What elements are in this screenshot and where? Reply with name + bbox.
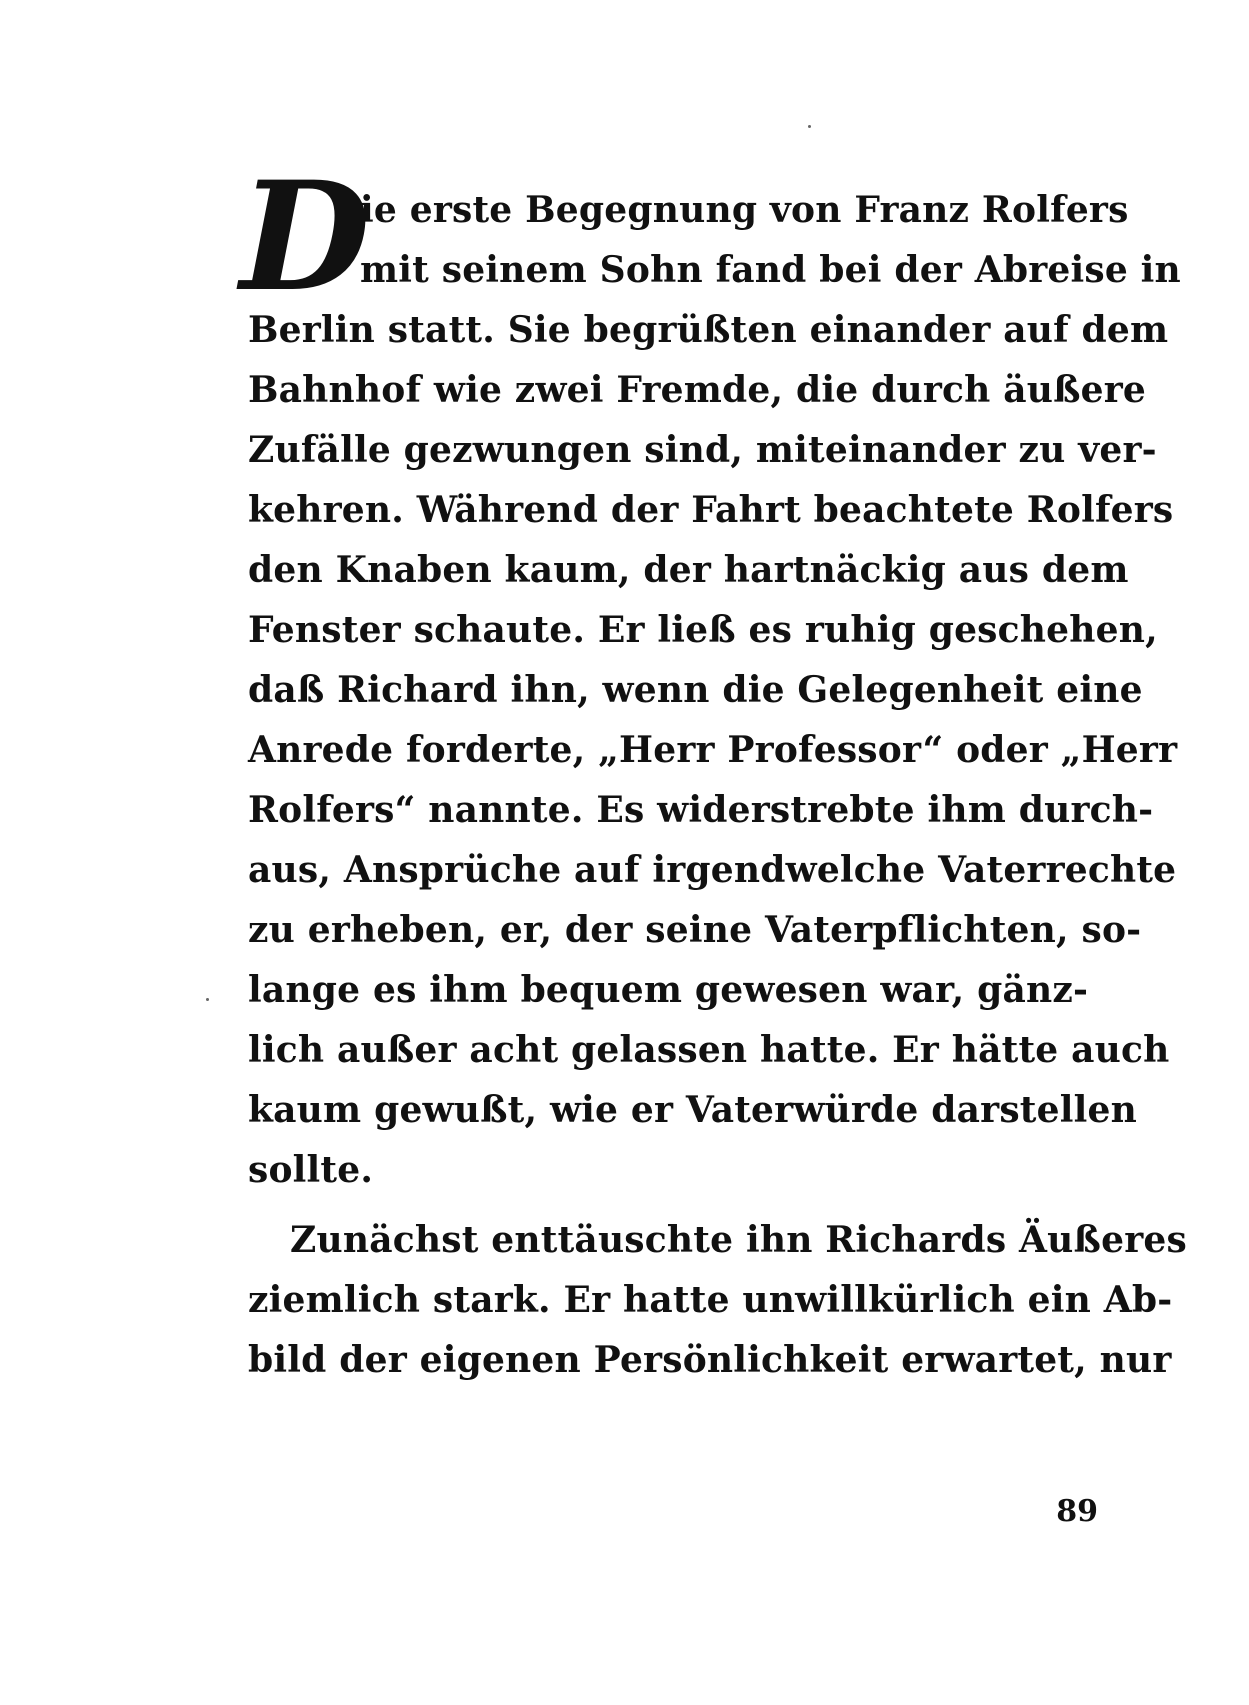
text-line: ziemlich stark. Er hatte unwillkürlich ein Ab- <box>248 1279 1173 1321</box>
text-line: kehren. Während der Fahrt beachtete Rolfers <box>248 489 1174 531</box>
text-line: daß Richard ihn, wenn die Gelegenheit eine <box>248 669 1143 711</box>
text-line: bild der eigenen Persönlichkeit erwartet, nur <box>248 1339 1172 1381</box>
print-speck <box>808 125 811 128</box>
print-speck <box>206 998 209 1001</box>
text-line: Zufälle gezwungen sind, miteinander zu ver- <box>248 429 1157 471</box>
drop-cap: D <box>240 149 371 325</box>
text-line: zu erheben, er, der seine Vaterpflichten, so- <box>248 909 1142 951</box>
text-line: Berlin statt. Sie begrüßten einander auf dem <box>248 309 1169 351</box>
text-line: sollte. <box>248 1149 374 1191</box>
text-line: lange es ihm bequem gewesen war, gänz- <box>248 969 1089 1011</box>
text-line: aus, Ansprüche auf irgendwelche Vaterrechte <box>248 849 1177 891</box>
text-line: Bahnhof wie zwei Fremde, die durch äußere <box>248 369 1147 411</box>
text-line: Zunächst enttäuschte ihn Richards Äußeres <box>290 1219 1187 1261</box>
page-number: 89 <box>1056 1494 1098 1529</box>
text-line: den Knaben kaum, der hartnäckig aus dem <box>248 549 1129 591</box>
text-line: lich außer acht gelassen hatte. Er hätte auch <box>248 1029 1170 1071</box>
text-line: mit seinem Sohn fand bei der Abreise in <box>360 249 1181 291</box>
text-line: kaum gewußt, wie er Vaterwürde darstellen <box>248 1089 1137 1131</box>
text-line: Rolfers“ nannte. Es widerstrebte ihm durch- <box>248 789 1154 831</box>
text-line: Anrede forderte, „Herr Professor“ oder „Herr <box>248 729 1178 771</box>
text-line: Fenster schaute. Er ließ es ruhig geschehen, <box>248 609 1158 651</box>
text-line: ie erste Begegnung von Franz Rolfers <box>360 189 1129 231</box>
